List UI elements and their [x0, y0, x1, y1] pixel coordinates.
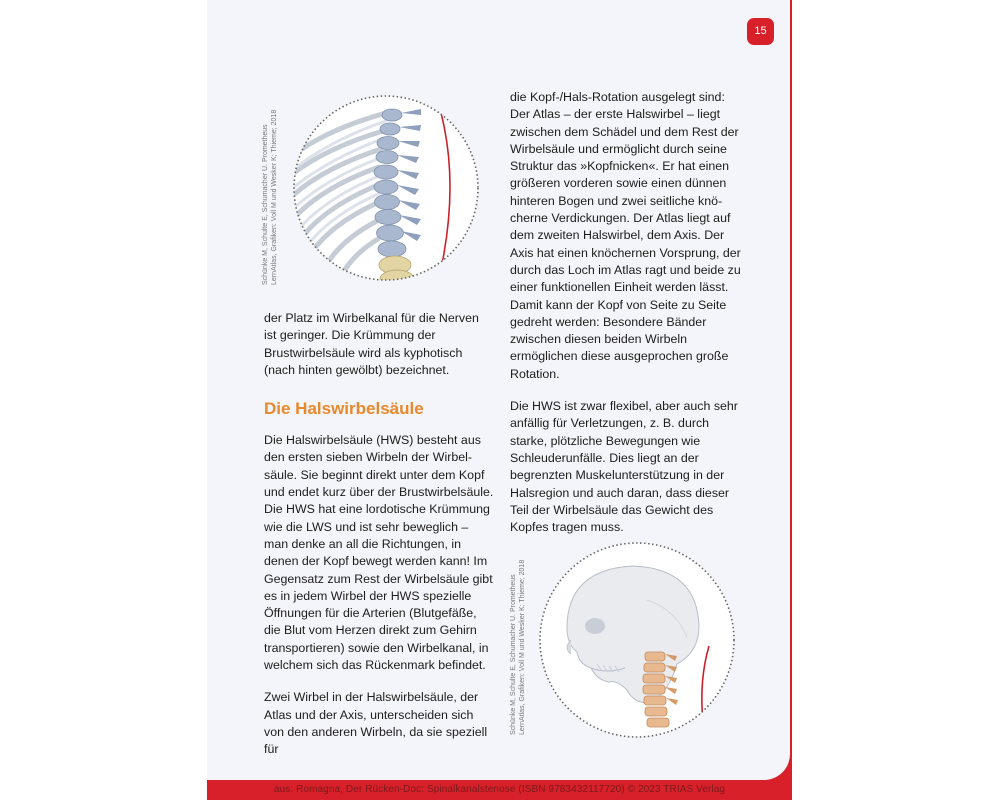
- page-content: [207, 0, 790, 780]
- skull-credit-line-1: Schünke M, Schulte E, Schumacher U. Prometheus: [510, 574, 517, 735]
- right-paragraph-2: Die HWS ist zwar flexibel, aber auch sehr anfällig für Verletzungen, z. B. durch starke, plötzliche Bewegungen wie Schleuderunfälle. Dies liegt an der begrenzten Muskelunterstützung in der Halsregion und auch daran, dass dieser Teil der Wirbelsäule das Gewicht des Kopfes tragen muss.: [510, 399, 738, 535]
- skull-credit-line-2: LernAtlas, Grafiken: Voll M und Wesker K; Thieme; 2018: [519, 559, 526, 735]
- left-paragraph-3: Zwei Wirbel in der Halswirbelsäule, der Atlas und der Axis, unterscheiden sich von den anderen Wirbeln, da sie speziell für: [264, 690, 488, 757]
- skull-image-credit: [509, 560, 527, 735]
- left-paragraph-1: der Platz im Wirbelkanal für die Nerven ist geringer. Die Krümmung der Brustwirbelsäule wird als kyphotisch (nach hinten gewölbt) bezeichnet.: [264, 311, 479, 377]
- page-number: 15: [747, 18, 774, 45]
- right-paragraph-1: die Kopf-/Hals-Rotation ausgelegt sind: Der Atlas – der erste Halswirbel – liegt zwischen dem Schädel und dem Rest der Wirbelsäule und ermöglicht durch seine Struktur das »Kopfnicken«. Er hat einen größeren vorderen sowie einen dünnen hinteren Bogen und zwei seitliche knöcherne Verdickungen. Der Atlas liegt auf dem zweiten Halswirbel, dem Axis. Der Axis hat einen knöchernen Vorsprung, der durch das Loch im Atlas ragt und beide zu einer funktionellen Einheit werden lässt. Damit kann der Kopf von Seite zu Seite gedreht werden: Besondere Bänder zwischen diesen beiden Wirbeln ermöglichen diese ausgeprochen große Rotation.: [510, 90, 741, 381]
- left-paragraph-2: Die Halswirbelsäule (HWS) besteht aus den ersten sieben Wirbeln der Wirbelsäule. Sie beginnt direkt unter dem Kopf und endet kurz über der Brustwirbelsäule. Die HWS hat eine lordotische Krümmung wie die LWS und ist sehr beweglich – man denke an all die Richtungen, in denen der Kopf bewegt werden kann! Im Gegensatz zum Rest der Wirbelsäule gibt es in jedem Wirbel der HWS spezielle Öffnungen für die Arterien (Blutgefäße, die Blut vom Herzen direkt zum Gehirn transportieren) sowie den Wirbelkanal, in welchem sich das Rückenmark befindet.: [264, 433, 494, 673]
- spine-image-credit: [261, 110, 279, 285]
- thoracic-spine-illustration: [291, 93, 481, 283]
- spine-credit-line-1: Schünke M, Schulte E, Schumacher U. Prometheus: [262, 124, 269, 285]
- skull-cervical-spine-illustration: [537, 540, 737, 740]
- spine-credit-line-2: LernAtlas, Grafiken: Voll M und Wesker K; Thieme; 2018: [271, 109, 278, 285]
- right-text-column: [510, 89, 742, 551]
- book-page: [207, 0, 792, 800]
- section-heading: Die Halswirbelsäule: [264, 399, 424, 419]
- page-footer: aus: Romagna, Der Rücken-Doc: Spinalkanalstenose (ISBN 9783432117720) © 2023 TRIAS Verlag: [273, 784, 726, 795]
- left-text-column: [264, 310, 494, 774]
